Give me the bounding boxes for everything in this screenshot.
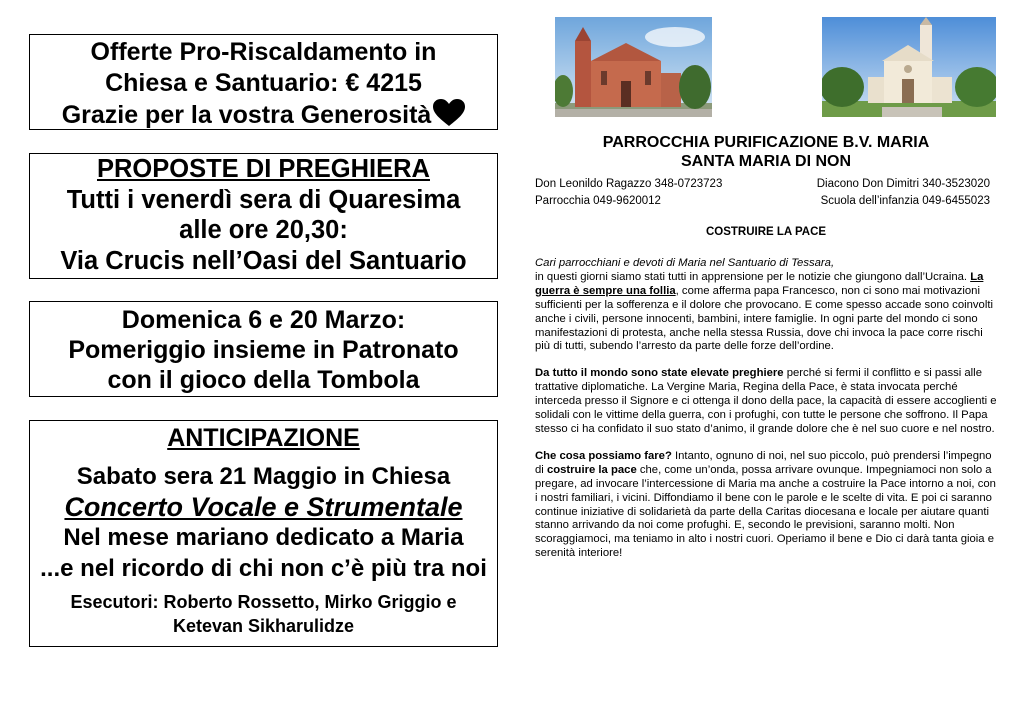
heart-icon (433, 99, 465, 135)
concert-box (29, 420, 498, 647)
article-paragraph-1 (535, 257, 997, 354)
article-p2-text: perché si fermi il conflitto e si passi alle trattative diplomatiche. La Vergine Maria, Regina della Pace, è stata invocata perché interceda presso il Signore e ci ottenga il dono della pace, la capacità di essere accoglienti e solidali con le vittime della guerra, con i profughi, con tutte le persone che soffrono. Il Papa stesso ci ha confidato il suo stato d’animo, il grande dolore che è nel suo cuore e nel nostro. (535, 367, 997, 435)
prayer-line-1: Tutti i venerdì sera di Quaresima (66, 185, 461, 214)
contact-priest: Don Leonildo Ragazzo 348-0723723 (535, 178, 723, 190)
offerings-box (29, 34, 498, 130)
church-photo (555, 17, 712, 117)
article-paragraph-3 (535, 450, 997, 561)
prayer-heading: PROPOSTE DI PREGHIERA (97, 155, 430, 183)
article-p3-bold-2: costruire la pace (546, 463, 637, 476)
prayer-line-2: alle ore 20,30: (179, 216, 348, 244)
article-greeting: Cari parrocchiani e devoti di Maria nel Santuario di Tessara, (535, 257, 835, 269)
article-p1-text-b: , come afferma papa Francesco, non ci sono mai motivazioni sufficienti per la sofferenza e il dolore che provocano. E come spesso accade sono coinvolti anche i civili, persone innocenti, bambini, intere famiglie. In ogni parte del mondo ci sono manifestazioni di protesta, anche nella stessa Russia, dove chi invoca la pace corre rischi più di tutti, subendo l’arresto da parte delle forze dell’ordine. (535, 284, 993, 353)
concert-title: Concerto Vocale e Strumentale (64, 492, 463, 522)
article-p3-bold: Che cosa possiamo fare? (535, 449, 672, 462)
prayer-line-3: Via Crucis nell’Oasi del Santuario (60, 246, 467, 275)
article-p3-text-a: Intanto, ognuno di noi, nel suo piccolo, può prendersi l’impegno di (535, 449, 992, 476)
concert-heading: ANTICIPAZIONE (167, 424, 360, 452)
offerings-line-1: Offerte Pro-Riscaldamento in (90, 38, 437, 66)
article-p3-text-b: che, come un’onda, possa arrivare ovunque. Impegniamoci non solo a pregare, ad invocare l’intercessione di Maria ma anche a costruire la Pace intorno a noi, con i nostri familiari, i vicini. Diffondiamo il bene con le parole e le scelte di vita. E poi ci saranno continue iniziative di solidarietà da parte della Caritas diocesana e locale per aiutare quanti stanno arrivando da noi come profughi. E, secondo le previsioni, saranno molti. Non scoraggiamoci, ma teniamo in alto i nostri cuori. Operiamo il bene e Dio ci darà tanta gioia e serenità interiore! (535, 463, 996, 560)
parish-header (535, 133, 997, 171)
parish-name-2: SANTA MARIA DI NON (680, 153, 852, 170)
contacts-row-1 (535, 177, 990, 192)
parish-name-1: PARROCCHIA PURIFICAZIONE B.V. MARIA (602, 134, 930, 151)
concert-line-2: Nel mese mariano dedicato a Maria (63, 524, 464, 551)
tombola-line-1: Domenica 6 e 20 Marzo: (121, 306, 406, 334)
offerings-line-3: Grazie per la vostra Generosità (61, 101, 432, 129)
offerings-line-3-wrap (30, 99, 497, 135)
article-p1-bold: La guerra è sempre una follia (535, 270, 984, 297)
contact-school: Scuola dell’infanzia 049-6455023 (820, 195, 990, 207)
contact-parish: Parrocchia 049-9620012 (535, 195, 661, 207)
concert-date: Sabato sera 21 Maggio in Chiesa (76, 463, 451, 490)
concert-performers-2: Ketevan Sikharulidze (172, 616, 355, 636)
prayer-proposals-box (29, 153, 498, 279)
article-p1-text-a: in questi giorni siamo stati tutti in apprensione per le notizie che giungono dall’Ucraina. (535, 270, 968, 283)
tombola-line-3: con il gioco della Tombola (107, 366, 420, 394)
tombola-line-2: Pomeriggio insieme in Patronato (68, 336, 459, 364)
article-p2-bold: Da tutto il mondo sono state elevate preghiere (535, 367, 784, 380)
sanctuary-photo (822, 17, 996, 117)
concert-line-3: ...e nel ricordo di chi non c’è più tra noi (40, 555, 487, 582)
contacts-row-2 (535, 194, 990, 209)
article-title: COSTRUIRE LA PACE (705, 226, 827, 238)
concert-performers-1: Esecutori: Roberto Rossetto, Mirko Griggio e (70, 592, 457, 612)
contact-deacon: Diacono Don Dimitri 340-3523020 (816, 178, 990, 190)
article-paragraph-2 (535, 367, 997, 437)
offerings-line-2: Chiesa e Santuario: € 4215 (105, 69, 422, 97)
article-body (535, 257, 997, 574)
tombola-box (29, 301, 498, 397)
